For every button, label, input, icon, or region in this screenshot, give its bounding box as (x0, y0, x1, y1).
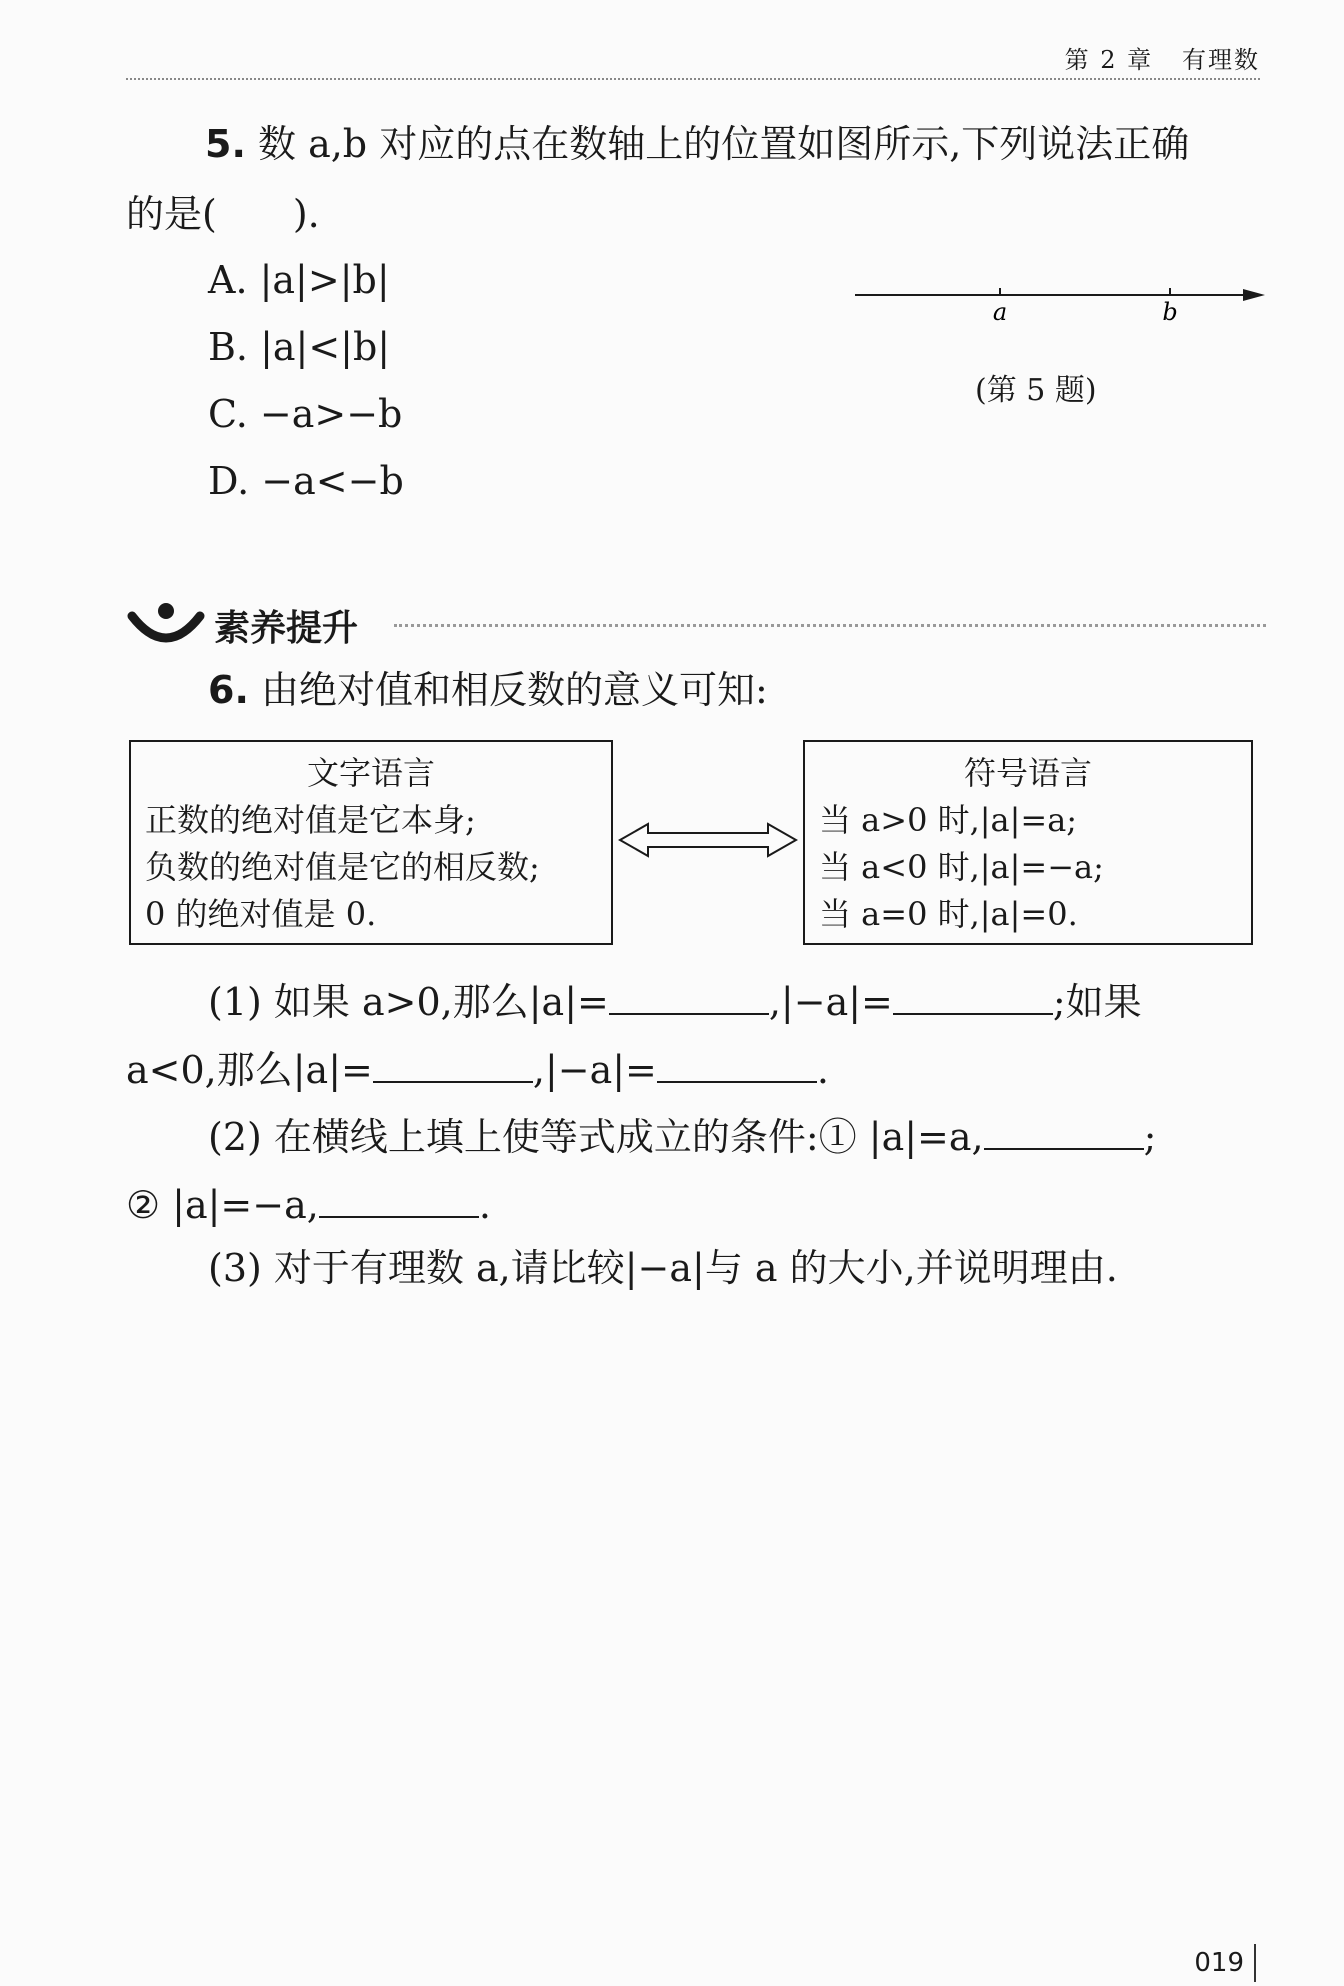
q5-option-d[interactable]: D. −a<−b (208, 459, 404, 503)
number-line-arrow-icon (1243, 289, 1265, 301)
q6-part1-text: ;如果 (1052, 980, 1142, 1024)
q6-part2-text: ; (1143, 1115, 1157, 1159)
section-heading (126, 598, 1266, 650)
q6-part1-line1 (208, 975, 1142, 1026)
q6-part1-text: ,|−a|= (532, 1048, 657, 1092)
text-language-box (129, 740, 613, 945)
section-divider (394, 624, 1266, 627)
q6-stem (208, 668, 768, 714)
symbol-language-box (803, 740, 1253, 945)
chapter-title: 有理数 (1182, 46, 1260, 74)
symbol-language-line: 当 a>0 时,|a|=a; (819, 801, 1078, 839)
q6-part2-line2 (126, 1178, 491, 1229)
q6-part1-text: (1) 如果 a>0,那么|a|= (208, 980, 609, 1024)
page-number: 019 (1194, 1948, 1244, 1978)
section-title: 素养提升 (214, 608, 359, 649)
q6-part1-text: ,|−a|= (768, 980, 893, 1024)
answer-blank[interactable] (984, 1110, 1144, 1150)
q6-part3: (3) 对于有理数 a,请比较|−a|与 a 的大小,并说明理由. (208, 1246, 1118, 1290)
text-language-title: 文字语言 (306, 754, 435, 792)
text-language-line: 0 的绝对值是 0. (145, 895, 377, 933)
number-line-figure (855, 268, 1265, 348)
figure-caption: (第 5 题) (975, 373, 1097, 408)
q5-stem-line2: 的是( ). (126, 192, 320, 236)
text-language-line: 负数的绝对值是它的相反数; (145, 848, 540, 886)
q5-option-a[interactable]: A. |a|>|b| (208, 258, 390, 302)
q5-option-c[interactable]: C. −a>−b (208, 392, 403, 436)
q5-option-b[interactable]: B. |a|<|b| (208, 325, 391, 369)
symbol-language-line: 当 a=0 时,|a|=0. (819, 895, 1078, 933)
answer-blank[interactable] (373, 1043, 533, 1083)
q6-part2-text: . (478, 1183, 491, 1227)
smile-badge-icon (126, 598, 206, 650)
q5-stem-text: 数 a,b 对应的点在数轴上的位置如图所示,下列说法正确 (257, 122, 1190, 166)
q5-number: 5. (205, 122, 246, 166)
text-language-line: 正数的绝对值是它本身; (145, 801, 476, 839)
symbol-language-title: 符号语言 (963, 754, 1092, 792)
q6-part2-text: (2) 在横线上填上使等式成立的条件:① |a|=a, (208, 1115, 984, 1159)
symbol-language-line: 当 a<0 时,|a|=−a; (819, 848, 1104, 886)
q6-stem-text: 由绝对值和相反数的意义可知: (260, 668, 768, 712)
answer-blank[interactable] (893, 975, 1053, 1015)
q5-stem-line1 (205, 122, 1189, 168)
q6-part1-text: a<0,那么|a|= (126, 1048, 373, 1092)
header-divider (126, 78, 1260, 80)
page-number-bar (1254, 1944, 1256, 1982)
q6-part1-line2 (126, 1043, 829, 1094)
q6-number: 6. (208, 668, 249, 712)
q6-part2-line1 (208, 1110, 1156, 1161)
running-header (1065, 40, 1260, 75)
point-a-label: a (992, 298, 1008, 326)
point-b-label: b (1162, 298, 1178, 326)
q6-part2-text: ② |a|=−a, (126, 1183, 319, 1227)
chapter-label: 第 2 章 (1064, 46, 1154, 74)
q6-part1-text: . (816, 1048, 829, 1092)
answer-blank[interactable] (657, 1043, 817, 1083)
answer-blank[interactable] (319, 1178, 479, 1218)
answer-blank[interactable] (609, 975, 769, 1015)
double-arrow-icon (618, 820, 798, 860)
